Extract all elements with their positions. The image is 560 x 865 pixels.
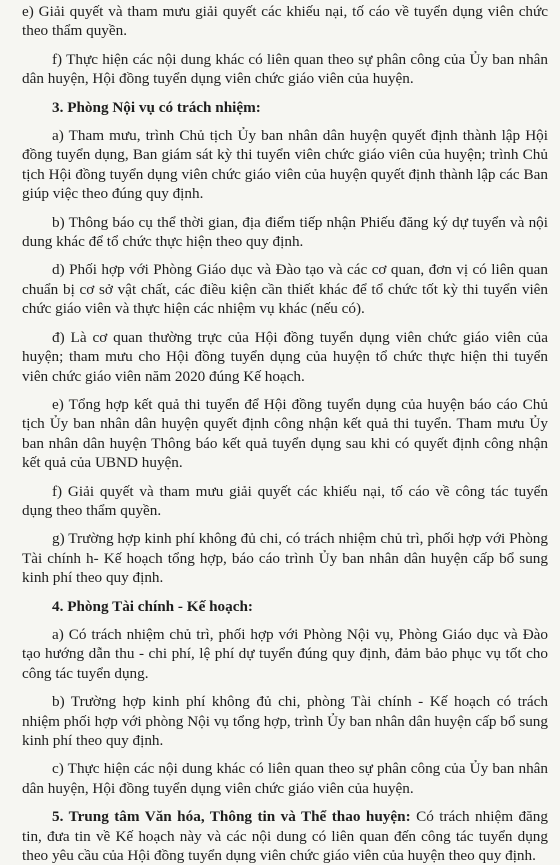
paragraph-a-advise: a) Tham mưu, trình Chủ tịch Ủy ban nhân dân huyện quyết định thành lập Hội đồng tuyển dụng, Ban giám sát kỳ thi tuyển viên chức giáo viên của huyện; trình Chủ tịch Hội đồng tuyển dụng viên chức giáo viên của huyện quyết định thành lập các Ban giúp việc theo đúng quy định. [22, 127, 548, 203]
section-heading-tai-chinh: 4. Phòng Tài chính - Kế hoạch: [52, 597, 253, 615]
paragraph-section-5 [22, 807, 548, 865]
paragraph-f-complaints: f) Giải quyết và tham mưu giải quyết các khiếu nại, tố cáo về công tác tuyển dụng theo thẩm quyền. [22, 482, 548, 519]
section-heading-van-hoa: 5. Trung tâm Văn hóa, Thông tin và Thể thao huyện: [52, 808, 411, 826]
paragraph-b-funding: b) Trường hợp kinh phí không đủ chi, phòng Tài chính - Kế hoạch có trách nhiệm phối hợp với phòng Nội vụ tổng hợp, trình Ủy ban nhân dân huyện cấp bổ sung kinh phí theo quy định. [22, 693, 548, 749]
paragraph-g-funding: g) Trường hợp kinh phí không đủ chi, có trách nhiệm chủ trì, phối hợp với Phòng Tài chính h- Kế hoạch tổng hợp, báo cáo trình Ủy ban nhân dân huyện cấp bổ sung kinh phí theo quy định. [22, 530, 548, 587]
paragraph-d-coordinate: d) Phối hợp với Phòng Giáo dục và Đào tạo và các cơ quan, đơn vị có liên quan chuẩn bị cơ sở vật chất, các điều kiện cần thiết khác để tổ chức tốt kỳ thi tuyển viên chức giáo viên và thực hiện các nhiệm vụ khác (nếu có). [22, 261, 548, 318]
paragraph-e-summarize: e) Tổng hợp kết quả thi tuyển để Hội đồng tuyển dụng của huyện báo cáo Chủ tịch Ủy ban nhân dân huyện quyết định công nhận kết quả thi tuyển. Tham mưu Ủy ban nhân dân huyện Thông báo kết quả tuyển dụng sau khi có quyết định công nhận kết quả của UBND huyện. [22, 395, 548, 472]
paragraph-dd-standing-body: đ) Là cơ quan thường trực của Hội đồng tuyển dụng viên chức giáo viên của huyện; tham mưu cho Hội đồng tuyển dụng của huyện tổ chức thực hiện thi tuyển viên chức giáo viên năm 2020 đúng Kế hoạch. [22, 328, 548, 385]
paragraph-c-other-tasks: c) Thực hiện các nội dung khác có liên quan theo sự phân công của Ủy ban nhân dân huyện, Hội đồng tuyển dụng viên chức giáo viên của huyện. [22, 760, 548, 797]
paragraph-b-notify: b) Thông báo cụ thể thời gian, địa điểm tiếp nhận Phiếu đăng ký dự tuyển và nội dung khác để tổ chức thực hiện theo quy định. [22, 213, 548, 251]
section-5-text: Có trách nhiệm đăng tin, đưa tin về Kế hoạch này và các nội dung có liên quan đến công tác tuyển dụng theo yêu cầu của Hội đồng tuyển dụng viên chức giáo viên của huyện theo quy định. [22, 808, 548, 865]
paragraph-f-other-tasks: f) Thực hiện các nội dung khác có liên quan theo sự phân công của Ủy ban nhân dân huyện, Hội đồng tuyển dụng viên chức giáo viên của huyện. [22, 50, 548, 88]
paragraph-e-complaints: e) Giải quyết và tham mưu giải quyết các khiếu nại, tố cáo về tuyển dụng viên chức theo thẩm quyền. [22, 3, 548, 40]
section-heading-noi-vu: 3. Phòng Nội vụ có trách nhiệm: [52, 98, 261, 116]
paragraph-a-fees: a) Có trách nhiệm chủ trì, phối hợp với Phòng Nội vụ, Phòng Giáo dục và Đào tạo hướng dẫn thu - chi phí, lệ phí dự tuyển đúng quy định, đảm bảo phục vụ tốt cho công tác tuyển dụng. [22, 625, 548, 682]
